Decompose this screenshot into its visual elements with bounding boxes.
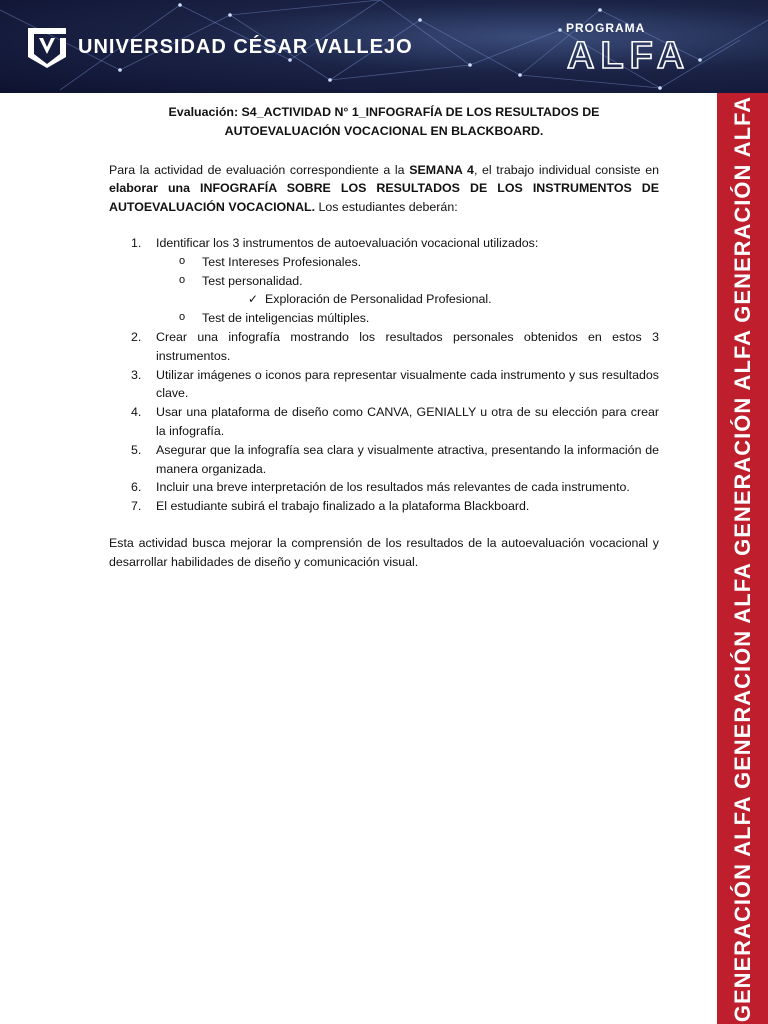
list-item [109,403,659,441]
university-name: UNIVERSIDAD CÉSAR VALLEJO [78,36,413,58]
steps-list [109,234,659,516]
intro-text-3: Los estudiantes deberán: [315,200,458,215]
step-text: Crear una infografía mostrando los resultados personales obtenidos en estos 3 instrumentos. [156,329,659,363]
title-line-1: Evaluación: S4_ACTIVIDAD N° 1_INFOGRAFÍA DE LOS RESULTADOS DE [168,105,600,119]
step-number: 5. [131,442,142,457]
bullet-icon: o [179,254,186,267]
step-text: Utilizar imágenes o iconos para representar visualmente cada instrumento y sus resultados clave. [156,367,659,401]
instrument-list [156,253,659,328]
bullet-icon: o [179,273,186,286]
step-text: Incluir una breve interpretación de los resultados más relevantes de cada instrumento. [156,480,630,495]
check-text: Exploración de Personalidad Profesional. [265,292,492,307]
bullet-icon: o [179,311,186,324]
list-item [109,366,659,404]
list-item [109,497,659,516]
intro-text-2: , el trabajo individual consiste en [473,162,659,177]
instrument-text: Test de inteligencias múltiples. [202,311,370,326]
list-item [202,290,659,309]
step-number: 2. [131,329,142,344]
side-band-text: GENERACIÓN ALFA GENERACIÓN ALFA GENERACIÓN ALFA GENERACIÓN ALFA [729,95,755,1022]
step-number: 7. [131,499,142,514]
intro-text-1: Para la actividad de evaluación correspondiente a la [109,162,410,177]
closing-paragraph: Esta actividad busca mejorar la comprensión de los resultados de la autoevaluación vocacional y desarrollar habilidades de diseño y comunicación visual. [109,535,659,569]
header-banner [0,0,768,93]
check-list [202,290,659,309]
step-number: 1. [131,235,142,250]
instrument-text: Test Intereses Profesionales. [202,254,362,269]
list-item [156,272,659,310]
step-text: El estudiante subirá el trabajo finalizado a la plataforma Blackboard. [156,499,530,514]
intro-paragraph [109,161,659,217]
title-line-2: AUTOEVALUACIÓN VOCACIONAL EN BLACKBOARD. [224,123,544,138]
intro-bold-week: SEMANA 4 [409,162,474,177]
list-item [156,309,659,328]
intro-bold-task: elaborar una INFOGRAFÍA SOBRE LOS RESULTADOS DE LOS INSTRUMENTOS DE AUTOEVALUACIÓN VOCACIONAL. [109,181,659,215]
step-number: 6. [131,480,142,495]
step-text: Usar una plataforma de diseño como CANVA, GENIALLY u otra de su elección para crear la infografía. [156,405,659,438]
university-logo-icon [26,24,68,68]
document-title [109,103,659,141]
list-item [109,234,659,328]
program-label: PROGRAMA [566,21,646,35]
instrument-text: Test personalidad. [202,273,303,288]
checkmark-icon: ✓ [248,292,259,307]
list-item [109,441,659,479]
document-body [109,103,659,584]
program-alfa-logo [565,35,717,75]
step-text: Asegurar que la infografía sea clara y visualmente atractiva, presentando la información de manera organizada. [156,442,659,476]
svg-text:ALFA: ALFA [567,35,691,75]
list-item [109,478,659,497]
side-band [717,93,768,1024]
list-item [109,328,659,366]
list-item [156,253,659,272]
step-text: Identificar los 3 instrumentos de autoevaluación vocacional utilizados: [156,235,539,250]
step-number: 3. [131,367,142,382]
step-number: 4. [131,405,142,420]
